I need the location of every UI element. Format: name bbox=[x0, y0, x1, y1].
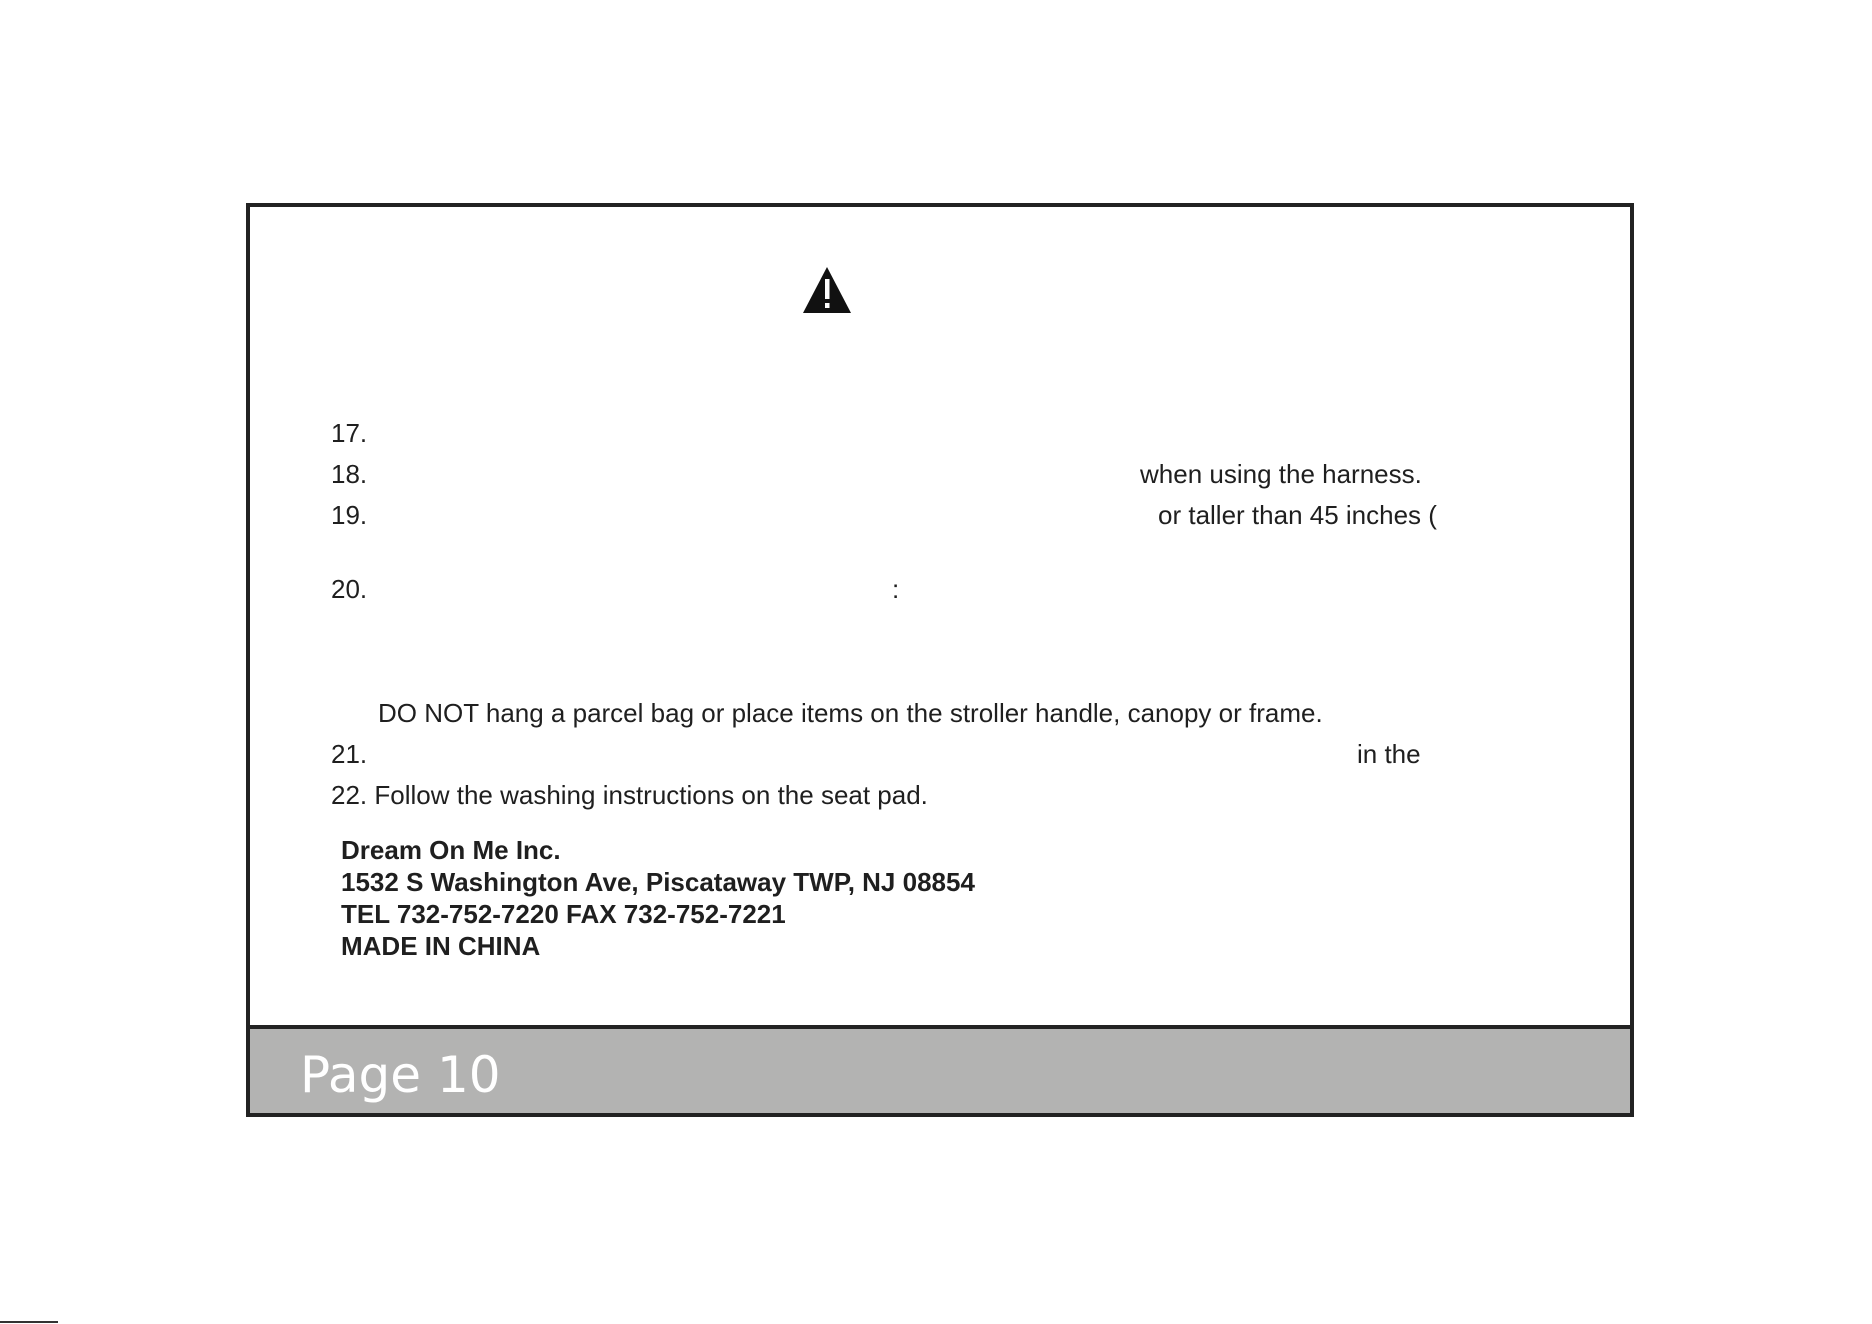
item-number-20: 20. bbox=[331, 574, 368, 604]
crop-mark-line bbox=[0, 1321, 58, 1323]
company-name: Dream On Me Inc. bbox=[341, 835, 561, 865]
item-22-text: 22. Follow the washing instructions on the seat pad. bbox=[331, 780, 928, 810]
item-number-17: 17. bbox=[331, 418, 368, 448]
item-20-text: DO NOT hang a parcel bag or place items on the stroller handle, canopy or frame. bbox=[378, 698, 1323, 728]
page-frame bbox=[246, 203, 1634, 1117]
item-19-text: or taller than 45 inches ( bbox=[1158, 500, 1437, 530]
company-street: 1532 S Washington Ave, Piscataway TWP, NJ 08854 bbox=[341, 867, 975, 897]
page-number-label: Page 10 bbox=[300, 1046, 501, 1104]
item-18-text: when using the harness. bbox=[1140, 459, 1422, 489]
company-address bbox=[341, 834, 975, 962]
item-number-19: 19. bbox=[331, 500, 368, 530]
made-in-label: MADE IN CHINA bbox=[341, 931, 541, 961]
item-20-colon: : bbox=[892, 574, 900, 604]
warning-triangle-icon bbox=[803, 267, 851, 313]
item-number-21: 21. bbox=[331, 739, 368, 769]
item-21-text: in the bbox=[1357, 739, 1421, 769]
item-number-18: 18. bbox=[331, 459, 368, 489]
page-footer-bar bbox=[250, 1025, 1630, 1113]
company-phone-fax: TEL 732-752-7220 FAX 732-752-7221 bbox=[341, 899, 786, 929]
